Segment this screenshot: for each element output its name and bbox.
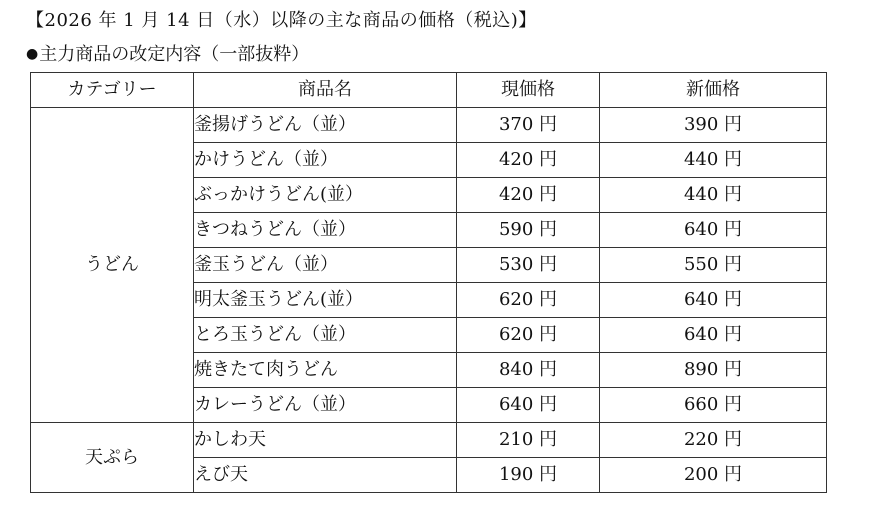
product-name-cell: ぶっかけうどん(並） [194, 178, 457, 213]
product-name-cell: かしわ天 [194, 423, 457, 458]
header-category: カテゴリー [31, 73, 194, 108]
price-revision-table [30, 72, 827, 493]
product-name-cell: カレーうどん（並） [194, 388, 457, 423]
product-name-cell: かけうどん（並） [194, 143, 457, 178]
page-heading: 【2026 年 1 月 14 日（水）以降の主な商品の価格（税込)】 [26, 10, 537, 31]
product-name-cell: とろ玉うどん（並） [194, 318, 457, 353]
subheading-text: 主力商品の改定内容（一部抜粋） [39, 44, 310, 65]
new-price-cell: 200 円 [600, 458, 827, 493]
table-row [31, 423, 827, 458]
category-cell-tempura: 天ぷら [31, 423, 194, 493]
new-price-cell: 660 円 [600, 388, 827, 423]
new-price-cell: 890 円 [600, 353, 827, 388]
product-name-cell: きつねうどん（並） [194, 213, 457, 248]
product-name-cell: 明太釜玉うどん(並） [194, 283, 457, 318]
category-cell-udon: うどん [31, 108, 194, 423]
header-product-name: 商品名 [194, 73, 457, 108]
product-name-cell: 釜揚げうどん（並） [194, 108, 457, 143]
current-price-cell: 420 円 [457, 178, 600, 213]
section-subheading [26, 40, 309, 66]
new-price-cell: 640 円 [600, 318, 827, 353]
current-price-cell: 210 円 [457, 423, 600, 458]
current-price-cell: 190 円 [457, 458, 600, 493]
new-price-cell: 550 円 [600, 248, 827, 283]
current-price-cell: 370 円 [457, 108, 600, 143]
product-name-cell: 釜玉うどん（並） [194, 248, 457, 283]
current-price-cell: 640 円 [457, 388, 600, 423]
current-price-cell: 620 円 [457, 318, 600, 353]
table-header-row [31, 73, 827, 108]
bullet-icon: ● [26, 46, 39, 62]
new-price-cell: 440 円 [600, 178, 827, 213]
header-new-price: 新価格 [600, 73, 827, 108]
current-price-cell: 620 円 [457, 283, 600, 318]
new-price-cell: 220 円 [600, 423, 827, 458]
new-price-cell: 390 円 [600, 108, 827, 143]
product-name-cell: えび天 [194, 458, 457, 493]
new-price-cell: 440 円 [600, 143, 827, 178]
new-price-cell: 640 円 [600, 213, 827, 248]
current-price-cell: 590 円 [457, 213, 600, 248]
product-name-cell: 焼きたて肉うどん [194, 353, 457, 388]
current-price-cell: 420 円 [457, 143, 600, 178]
current-price-cell: 840 円 [457, 353, 600, 388]
current-price-cell: 530 円 [457, 248, 600, 283]
table-row [31, 108, 827, 143]
header-current-price: 現価格 [457, 73, 600, 108]
new-price-cell: 640 円 [600, 283, 827, 318]
